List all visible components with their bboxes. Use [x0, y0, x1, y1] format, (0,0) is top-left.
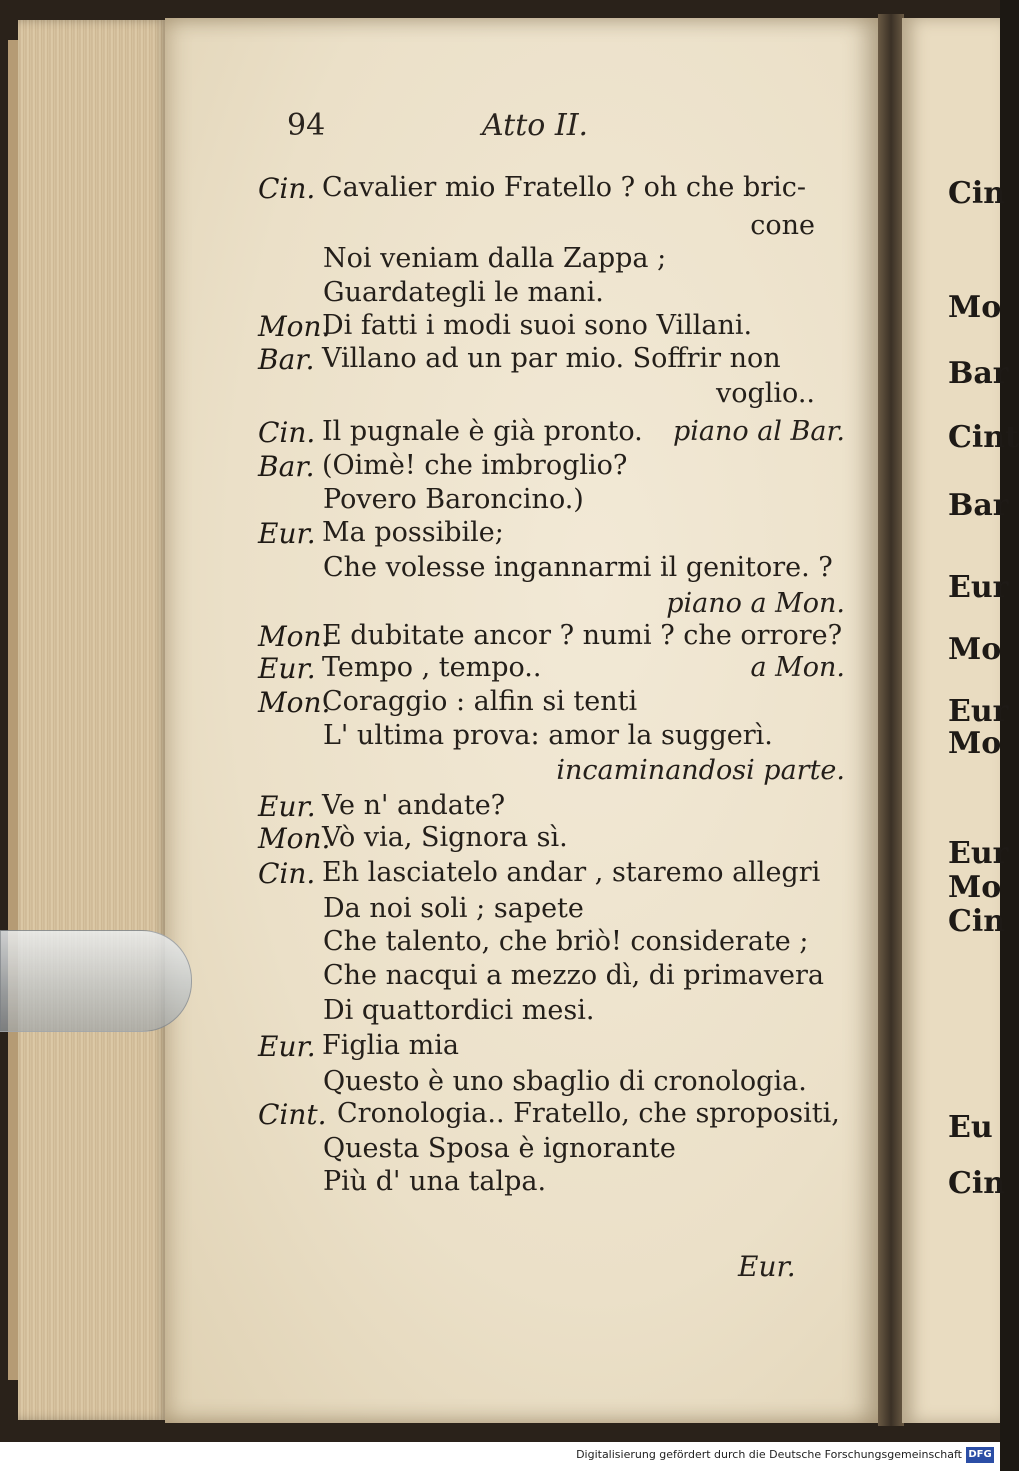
verse-line: Ma possibile;	[322, 517, 504, 548]
verse-line: Che nacqui a mezzo dì, di primavera	[323, 960, 825, 991]
verse-line: Coraggio : alfin si tenti	[322, 686, 638, 717]
right-page-fragment: Cint	[948, 420, 1019, 455]
right-page-fragment: Mo	[948, 726, 1002, 761]
speaker-name: Bar.	[258, 450, 315, 483]
speaker-name: Eur.	[258, 652, 316, 685]
right-page-fragment: Eur	[948, 694, 1009, 729]
verse-line: Più d' una talpa.	[323, 1166, 547, 1197]
footer-credit: Digitalisierung gefördert durch die Deutsche Forschungsgemeinschaft	[576, 1448, 962, 1461]
verse-line: Eh lasciatelo andar , staremo allegri	[322, 857, 821, 888]
right-page-fragment: Cin	[948, 904, 1006, 939]
verse-line: Vò via, Signora sì.	[322, 822, 568, 853]
right-page-fragment: Bar	[948, 356, 1009, 391]
page-number: 94	[287, 108, 326, 143]
verse-line: L' ultima prova: amor la suggerì.	[323, 720, 773, 751]
footer-bar	[0, 1442, 1000, 1471]
stage-direction: incaminandosi parte.	[556, 755, 845, 786]
speaker-name: Eur.	[258, 790, 316, 823]
act-heading: Atto II.	[482, 108, 589, 143]
verse-line: Di quattordici mesi.	[323, 995, 595, 1026]
right-page-fragment: Eur	[948, 570, 1009, 605]
verse-line: Questa Sposa è ignorante	[323, 1133, 676, 1164]
speaker-name: Cint.	[258, 1098, 327, 1131]
right-page-fragment: Cin	[948, 1166, 1006, 1201]
speaker-name: Eur.	[258, 517, 316, 550]
book-gutter	[878, 14, 904, 1426]
page-edges	[18, 20, 168, 1420]
page-holder-strip	[0, 930, 192, 1032]
speaker-name: Mon.	[258, 822, 331, 855]
speaker-name: Mon.	[258, 686, 331, 719]
dfg-logo: DFG	[966, 1447, 994, 1463]
verse-line: Figlia mia	[322, 1030, 459, 1061]
right-page	[902, 18, 1019, 1423]
verse-line: Povero Baroncino.)	[323, 484, 584, 515]
right-page-fragment: Cin	[948, 176, 1006, 211]
speaker-name: Eur.	[258, 1030, 316, 1063]
verse-line: Guardategli le mani.	[323, 277, 604, 308]
speaker-name: Mon.	[258, 620, 331, 653]
right-page-fragment: Mo	[948, 290, 1002, 325]
right-page-fragment: Mo	[948, 632, 1002, 667]
speaker-name: Cin.	[258, 857, 316, 890]
right-page-fragment: Bar	[948, 488, 1009, 523]
stage-direction: piano al Bar.	[672, 416, 845, 447]
verse-line: E dubitate ancor ? numi ? che orrore?	[322, 620, 843, 651]
verse-line: Che volesse ingannarmi il genitore. ?	[323, 552, 833, 583]
speaker-name: Cin.	[258, 416, 316, 449]
verse-line: Da noi soli ; sapete	[323, 893, 584, 924]
right-page-fragment: Eu	[948, 1110, 993, 1145]
catchword: Eur.	[738, 1250, 796, 1283]
right-page-fragment: Eur	[948, 836, 1009, 871]
verse-line: Cavalier mio Fratello ? oh che bric-	[322, 172, 807, 203]
speaker-name: Bar.	[258, 343, 315, 376]
verse-line: Ve n' andate?	[322, 790, 506, 821]
verse-line: Che talento, che briò! considerate ;	[323, 926, 809, 957]
verse-line: Tempo , tempo..	[322, 652, 542, 683]
verse-line: Villano ad un par mio. Soffrir non	[322, 343, 781, 374]
verse-line: Di fatti i modi suoi sono Villani.	[322, 310, 753, 341]
verse-line: Il pugnale è già pronto.	[322, 416, 643, 447]
verse-line: (Oimè! che imbroglio?	[322, 450, 628, 481]
speaker-name: Mon.	[258, 310, 331, 343]
stage-direction: a Mon.	[750, 652, 845, 683]
verse-line: Cronologia.. Fratello, che spropositi,	[337, 1098, 840, 1129]
verse-line: Noi veniam dalla Zappa ;	[323, 243, 667, 274]
verse-line: voglio..	[715, 378, 815, 409]
verse-line: cone	[750, 210, 815, 241]
stage-direction: piano a Mon.	[666, 588, 845, 619]
verse-line: Questo è uno sbaglio di cronologia.	[323, 1066, 807, 1097]
right-page-fragment: Mo	[948, 870, 1002, 905]
speaker-name: Cin.	[258, 172, 316, 205]
